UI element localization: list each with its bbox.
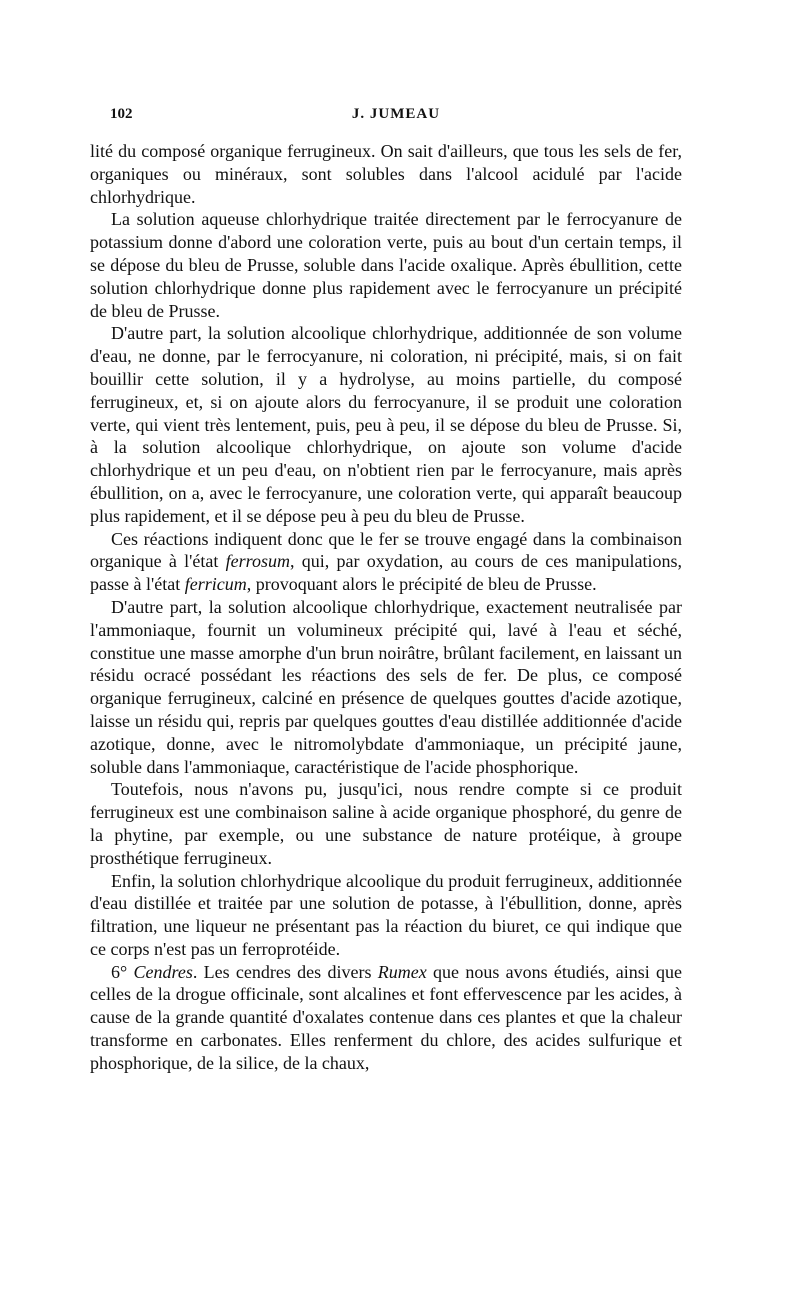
text-run: , qui, par oxydation, au cours de ces manipulations, passe à l'état: [90, 551, 682, 595]
paragraph: [90, 870, 682, 961]
italic-term-ferricum: ferricum: [184, 574, 247, 595]
paragraph: [90, 140, 682, 208]
text-run: , provoquant alors le précipité de bleu de Prusse.: [246, 574, 597, 595]
section-number: 6°: [111, 961, 134, 982]
paragraph: [90, 528, 682, 596]
text-run: Toutefois, nous n'avons pu, jusqu'ici, nous rendre compte si ce produit ferrugineux est une combinaison saline à acide organique phosphoré, du genre de la phytine, par exemple, ou une substance de nature protéique, à groupe prosthétique ferrugineux.: [90, 779, 682, 868]
text-run: La solution aqueuse chlorhydrique traitée directement par le ferrocyanure de potassium donne d'abord une coloration verte, puis au bout d'un certain temps, il se dépose du bleu de Prusse, soluble dans l'acide oxalique. Après ébullition, cette solution chlorhydrique donne plus rapidement avec le ferrocyanure un précipité de bleu de Prusse.: [90, 209, 682, 321]
text-run: D'autre part, la solution alcoolique chlorhydrique, additionnée de son volume d'eau, ne donne, par le ferrocyanure, ni coloration, ni précipité, mais, si on fait bouillir cette solution, il y a hydrolyse, au moins partielle, du composé ferrugineux, et, si on ajoute alors du ferrocyanure, il se produit une coloration verte, qui vient très lentement, puis, peu à peu, il se dépose du bleu de Prusse. Si, à la solution alcoolique chlorhydrique, on ajoute son volume d'acide chlorhydrique et un peu d'eau, on n'obtient rien par le ferrocyanure, mais après ébullition, on a, avec le ferrocyanure, une coloration verte, qui apparaît beaucoup plus rapidement, et il se dépose peu à peu du bleu de Prusse.: [90, 323, 682, 526]
running-head: J. JUMEAU: [351, 106, 441, 122]
section-title-cendres: Cendres: [133, 961, 193, 982]
text-run: D'autre part, la solution alcoolique chlorhydrique, exactement neutralisée par l'ammoniaque, fournit un volumineux précipité qui, lavé à l'eau et séché, constitue une masse amorphe d'un brun noirâtre, brûlant facilement, en laissant un résidu ocracé possédant les réactions des sels de fer. De plus, ce composé organique ferrugineux, calciné en présence de quelques gouttes d'acide azotique, laisse un résidu qui, repris par quelques gouttes d'eau distillée additionnée d'acide azotique, donne, avec le nitromolybdate d'ammoniaque, un précipité jaune, soluble dans l'ammoniaque, caractéristique de l'acide phosphorique.: [90, 596, 682, 777]
page-header: [110, 106, 682, 128]
page-number: 102: [110, 106, 133, 122]
italic-term-rumex: Rumex: [377, 961, 427, 982]
text-run: Enfin, la solution chlorhydrique alcoolique du produit ferrugineux, additionnée d'eau distillée et traitée par une solution de potasse, à l'ébullition, donne, après filtration, une liqueur ne présentant pas la réaction du biuret, ce qui indique que ce corps n'est pas un ferroprotéide.: [90, 870, 682, 959]
body-text: [90, 140, 682, 1075]
paragraph: [90, 778, 682, 869]
text-run: Ces réactions indiquent donc que le fer se trouve engagé dans la combinaison organique à l'état: [90, 528, 682, 572]
text-run: que nous avons étudiés, ainsi que celles de la drogue officinale, sont alcalines et font effervescence par les acides, à cause de la grande quantité d'oxalates contenue dans ces plantes et que la chaleur transforme en carbonates. Elles renferment du chlore, des acides sulfurique et phosphorique, de la silice, de la chaux,: [90, 961, 682, 1073]
text-run: lité du composé organique ferrugineux. On sait d'ailleurs, que tous les sels de fer, organiques ou minéraux, sont solubles dans l'alcool acidulé par l'acide chlorhydrique.: [90, 141, 682, 207]
paragraph: [90, 961, 682, 1075]
paragraph: [90, 596, 682, 778]
text-run: . Les cendres des divers: [192, 961, 378, 982]
italic-term-ferrosum: ferrosum: [225, 551, 290, 572]
paragraph: [90, 322, 682, 527]
paragraph: [90, 208, 682, 322]
